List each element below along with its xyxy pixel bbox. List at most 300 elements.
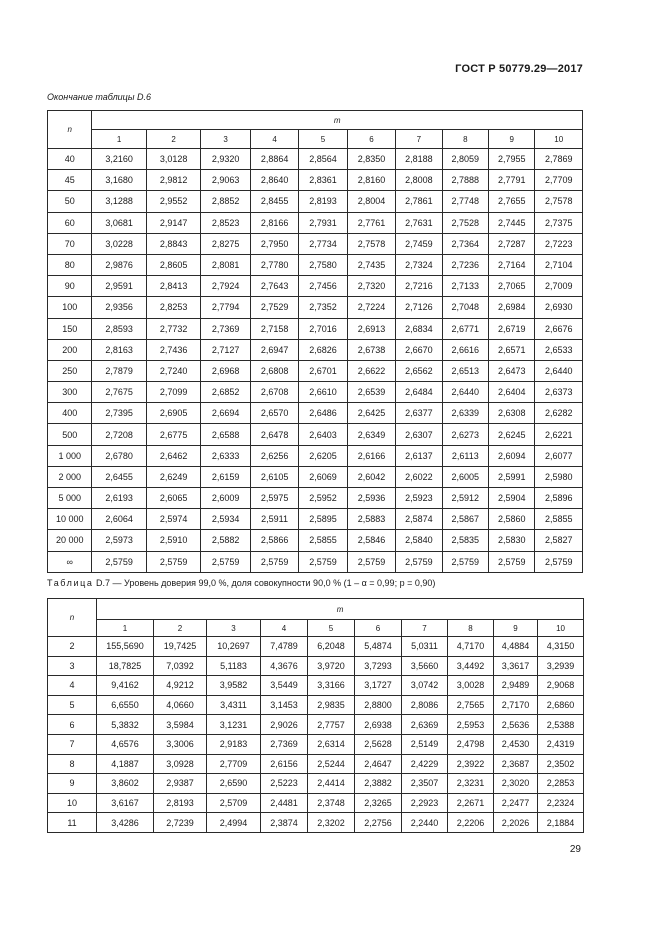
- value-cell: 2,6308: [489, 403, 535, 424]
- value-cell: 2,8455: [250, 191, 298, 212]
- value-cell: 2,5149: [402, 734, 448, 754]
- value-cell: 4,3676: [261, 656, 308, 676]
- value-cell: 2,5882: [201, 530, 250, 551]
- value-cell: 2,6571: [489, 339, 535, 360]
- value-cell: 2,8008: [396, 170, 442, 191]
- value-cell: 2,7324: [396, 254, 442, 275]
- column-header: 10: [535, 130, 583, 149]
- value-cell: 2,7287: [489, 233, 535, 254]
- document-code: ГОСТ Р 50779.29—2017: [455, 63, 583, 75]
- row-n-cell: ∞: [48, 551, 92, 572]
- value-cell: 2,5973: [92, 530, 147, 551]
- value-cell: 2,6486: [299, 403, 347, 424]
- value-cell: 2,5980: [535, 466, 583, 487]
- value-cell: 2,9183: [207, 734, 261, 754]
- value-cell: 2,7879: [92, 360, 147, 381]
- table-row: [48, 191, 583, 212]
- value-cell: 2,4994: [207, 813, 261, 833]
- value-cell: 2,5923: [396, 488, 442, 509]
- value-cell: 6,2048: [308, 637, 355, 657]
- value-cell: 2,8193: [299, 191, 347, 212]
- table-row: [48, 339, 583, 360]
- value-cell: 2,3687: [494, 754, 538, 774]
- m-header: m: [97, 599, 584, 620]
- value-cell: 10,2697: [207, 637, 261, 657]
- value-cell: 2,8605: [146, 254, 201, 275]
- value-cell: 2,6473: [489, 360, 535, 381]
- value-cell: 3,6167: [97, 793, 154, 813]
- value-cell: 2,7791: [489, 170, 535, 191]
- value-cell: 2,5830: [489, 530, 535, 551]
- value-cell: 2,8059: [442, 149, 488, 170]
- table-row: [48, 734, 584, 754]
- value-cell: 2,6719: [489, 318, 535, 339]
- value-cell: 2,4319: [538, 734, 584, 754]
- table-row: [48, 149, 583, 170]
- column-header: 4: [261, 620, 308, 637]
- value-cell: 2,9147: [146, 212, 201, 233]
- value-cell: 2,8166: [250, 212, 298, 233]
- table-row: [48, 509, 583, 530]
- value-cell: 2,8593: [92, 318, 147, 339]
- value-cell: 2,1884: [538, 813, 584, 833]
- value-cell: 2,5759: [146, 551, 201, 572]
- value-cell: 2,7127: [201, 339, 250, 360]
- value-cell: 2,4481: [261, 793, 308, 813]
- value-cell: 2,6440: [535, 360, 583, 381]
- value-cell: 2,7436: [146, 339, 201, 360]
- value-cell: 2,7208: [92, 424, 147, 445]
- row-n-cell: 2 000: [48, 466, 92, 487]
- value-cell: 3,1680: [92, 170, 147, 191]
- value-cell: 2,7375: [535, 212, 583, 233]
- value-cell: 2,7732: [146, 318, 201, 339]
- table-row: [48, 695, 584, 715]
- value-cell: 2,9835: [308, 695, 355, 715]
- value-cell: 2,5991: [489, 466, 535, 487]
- table-d7-caption-prefix: Таблица: [47, 578, 94, 588]
- row-n-cell: 400: [48, 403, 92, 424]
- value-cell: 2,7578: [347, 233, 395, 254]
- column-header: 5: [308, 620, 355, 637]
- value-cell: 2,8361: [299, 170, 347, 191]
- value-cell: 2,8523: [201, 212, 250, 233]
- column-header: 7: [396, 130, 442, 149]
- value-cell: 2,7170: [494, 695, 538, 715]
- value-cell: 5,0311: [402, 637, 448, 657]
- value-cell: 4,7170: [448, 637, 494, 657]
- value-cell: 2,6984: [489, 297, 535, 318]
- value-cell: 2,9591: [92, 276, 147, 297]
- value-cell: 2,8188: [396, 149, 442, 170]
- value-cell: 2,5874: [396, 509, 442, 530]
- table-row: [48, 297, 583, 318]
- value-cell: 2,3020: [494, 774, 538, 794]
- value-cell: 2,5911: [250, 509, 298, 530]
- value-cell: 2,7734: [299, 233, 347, 254]
- value-cell: 2,7950: [250, 233, 298, 254]
- value-cell: 5,3832: [97, 715, 154, 735]
- column-header: 1: [97, 620, 154, 637]
- value-cell: 3,9720: [308, 656, 355, 676]
- value-cell: 3,4286: [97, 813, 154, 833]
- value-cell: 2,6282: [535, 403, 583, 424]
- value-cell: 2,3874: [261, 813, 308, 833]
- value-cell: 2,7869: [535, 149, 583, 170]
- value-cell: 2,6166: [347, 445, 395, 466]
- column-header: 7: [402, 620, 448, 637]
- page-number: 29: [569, 844, 581, 855]
- value-cell: 3,0681: [92, 212, 147, 233]
- value-cell: 2,7126: [396, 297, 442, 318]
- table-row: [48, 403, 583, 424]
- value-cell: 2,9356: [92, 297, 147, 318]
- value-cell: 2,7709: [207, 754, 261, 774]
- value-cell: 2,6947: [250, 339, 298, 360]
- value-cell: 2,7761: [347, 212, 395, 233]
- table-row: [48, 212, 583, 233]
- n-header: n: [48, 111, 92, 149]
- row-n-cell: 60: [48, 212, 92, 233]
- value-cell: 3,3166: [308, 676, 355, 696]
- value-cell: 2,5912: [442, 488, 488, 509]
- value-cell: 2,8843: [146, 233, 201, 254]
- table-row: [48, 170, 583, 191]
- value-cell: 2,7104: [535, 254, 583, 275]
- value-cell: 2,7065: [489, 276, 535, 297]
- table-row: [48, 360, 583, 381]
- column-header: 2: [154, 620, 207, 637]
- value-cell: 2,3748: [308, 793, 355, 813]
- value-cell: 2,6462: [146, 445, 201, 466]
- value-cell: 2,5974: [146, 509, 201, 530]
- value-cell: 2,8275: [201, 233, 250, 254]
- value-cell: 2,5910: [146, 530, 201, 551]
- table-row: [48, 488, 583, 509]
- row-n-cell: 7: [48, 734, 97, 754]
- value-cell: 2,5759: [347, 551, 395, 572]
- value-cell: 3,0128: [146, 149, 201, 170]
- value-cell: 2,6249: [146, 466, 201, 487]
- value-cell: 2,8163: [92, 339, 147, 360]
- value-cell: 2,7224: [347, 297, 395, 318]
- table-d6-caption: Окончание таблицы D.6: [47, 92, 151, 102]
- value-cell: 2,5846: [347, 530, 395, 551]
- value-cell: 3,1727: [355, 676, 402, 696]
- value-cell: 2,6771: [442, 318, 488, 339]
- value-cell: 2,4229: [402, 754, 448, 774]
- table-row: [48, 382, 583, 403]
- value-cell: 2,6022: [396, 466, 442, 487]
- row-n-cell: 300: [48, 382, 92, 403]
- table-row: [48, 793, 584, 813]
- value-cell: 2,6425: [347, 403, 395, 424]
- value-cell: 2,6403: [299, 424, 347, 445]
- value-cell: 2,5896: [535, 488, 583, 509]
- value-cell: 7,4789: [261, 637, 308, 657]
- value-cell: 2,6064: [92, 509, 147, 530]
- row-n-cell: 2: [48, 637, 97, 657]
- row-n-cell: 50: [48, 191, 92, 212]
- column-header: 9: [489, 130, 535, 149]
- value-cell: 2,7099: [146, 382, 201, 403]
- row-n-cell: 8: [48, 754, 97, 774]
- row-n-cell: 11: [48, 813, 97, 833]
- value-cell: 2,8852: [201, 191, 250, 212]
- value-cell: 2,4798: [448, 734, 494, 754]
- value-cell: 2,6478: [250, 424, 298, 445]
- value-cell: 2,5883: [347, 509, 395, 530]
- value-cell: 2,8193: [154, 793, 207, 813]
- value-cell: 2,7223: [535, 233, 583, 254]
- value-cell: 2,6708: [250, 382, 298, 403]
- value-cell: 2,9812: [146, 170, 201, 191]
- value-cell: 2,3507: [402, 774, 448, 794]
- value-cell: 2,6533: [535, 339, 583, 360]
- value-cell: 2,6094: [489, 445, 535, 466]
- row-n-cell: 5 000: [48, 488, 92, 509]
- row-n-cell: 500: [48, 424, 92, 445]
- value-cell: 2,7435: [347, 254, 395, 275]
- value-cell: 2,5628: [355, 734, 402, 754]
- column-header: 8: [442, 130, 488, 149]
- value-cell: 2,2440: [402, 813, 448, 833]
- value-cell: 2,7888: [442, 170, 488, 191]
- value-cell: 2,8081: [201, 254, 250, 275]
- column-header: 9: [494, 620, 538, 637]
- value-cell: 2,2853: [538, 774, 584, 794]
- table-row: [48, 813, 584, 833]
- value-cell: 2,5840: [396, 530, 442, 551]
- value-cell: 2,7565: [448, 695, 494, 715]
- value-cell: 2,5835: [442, 530, 488, 551]
- value-cell: 2,9320: [201, 149, 250, 170]
- value-cell: 2,5953: [448, 715, 494, 735]
- value-cell: 3,1288: [92, 191, 147, 212]
- column-header: 6: [355, 620, 402, 637]
- value-cell: 2,6670: [396, 339, 442, 360]
- value-cell: 2,3202: [308, 813, 355, 833]
- value-cell: 2,7369: [261, 734, 308, 754]
- value-cell: 2,5855: [535, 509, 583, 530]
- value-cell: 2,5759: [250, 551, 298, 572]
- value-cell: 2,2206: [448, 813, 494, 833]
- value-cell: 2,6137: [396, 445, 442, 466]
- value-cell: 2,6562: [396, 360, 442, 381]
- value-cell: 2,8253: [146, 297, 201, 318]
- m-header: m: [92, 111, 583, 130]
- value-cell: 2,6616: [442, 339, 488, 360]
- row-n-cell: 20 000: [48, 530, 92, 551]
- column-header: 8: [448, 620, 494, 637]
- table-d7: [47, 598, 584, 833]
- value-cell: 2,6156: [261, 754, 308, 774]
- value-cell: 2,5759: [299, 551, 347, 572]
- value-cell: 2,5759: [535, 551, 583, 572]
- value-cell: 4,9212: [154, 676, 207, 696]
- value-cell: 2,7445: [489, 212, 535, 233]
- column-header: 3: [201, 130, 250, 149]
- value-cell: 3,0928: [154, 754, 207, 774]
- value-cell: 3,3006: [154, 734, 207, 754]
- value-cell: 3,5449: [261, 676, 308, 696]
- column-header: 1: [92, 130, 147, 149]
- table-row: [48, 424, 583, 445]
- value-cell: 4,1887: [97, 754, 154, 774]
- value-cell: 2,6484: [396, 382, 442, 403]
- value-cell: 2,6377: [396, 403, 442, 424]
- table-row: [48, 233, 583, 254]
- value-cell: 2,7643: [250, 276, 298, 297]
- value-cell: 2,8564: [299, 149, 347, 170]
- row-n-cell: 250: [48, 360, 92, 381]
- value-cell: 4,4884: [494, 637, 538, 657]
- value-cell: 6,6550: [97, 695, 154, 715]
- value-cell: 2,7924: [201, 276, 250, 297]
- table-row: [48, 754, 584, 774]
- value-cell: 3,1453: [261, 695, 308, 715]
- value-cell: 2,7048: [442, 297, 488, 318]
- value-cell: 2,9552: [146, 191, 201, 212]
- value-cell: 2,7631: [396, 212, 442, 233]
- value-cell: 2,6105: [250, 466, 298, 487]
- value-cell: 2,4530: [494, 734, 538, 754]
- column-header: 3: [207, 620, 261, 637]
- row-n-cell: 10 000: [48, 509, 92, 530]
- value-cell: 5,1183: [207, 656, 261, 676]
- value-cell: 3,0228: [92, 233, 147, 254]
- value-cell: 18,7825: [97, 656, 154, 676]
- value-cell: 2,5867: [442, 509, 488, 530]
- value-cell: 2,6245: [489, 424, 535, 445]
- value-cell: 2,7216: [396, 276, 442, 297]
- table-row: [48, 254, 583, 275]
- table-d6: [47, 110, 583, 573]
- value-cell: 9,4162: [97, 676, 154, 696]
- value-cell: 2,6938: [355, 715, 402, 735]
- value-cell: 2,9489: [494, 676, 538, 696]
- value-cell: 2,5904: [489, 488, 535, 509]
- value-cell: 2,6455: [92, 466, 147, 487]
- value-cell: 2,6826: [299, 339, 347, 360]
- value-cell: 2,2026: [494, 813, 538, 833]
- value-cell: 2,6005: [442, 466, 488, 487]
- value-cell: 2,6113: [442, 445, 488, 466]
- value-cell: 2,5759: [201, 551, 250, 572]
- value-cell: 2,8004: [347, 191, 395, 212]
- value-cell: 2,4414: [308, 774, 355, 794]
- value-cell: 2,7757: [308, 715, 355, 735]
- value-cell: 2,6314: [308, 734, 355, 754]
- value-cell: 2,6042: [347, 466, 395, 487]
- value-cell: 2,6440: [442, 382, 488, 403]
- row-n-cell: 9: [48, 774, 97, 794]
- row-n-cell: 6: [48, 715, 97, 735]
- value-cell: 2,5934: [201, 509, 250, 530]
- value-cell: 2,7655: [489, 191, 535, 212]
- row-n-cell: 90: [48, 276, 92, 297]
- value-cell: 5,4874: [355, 637, 402, 657]
- value-cell: 2,5827: [535, 530, 583, 551]
- value-cell: 2,7009: [535, 276, 583, 297]
- value-cell: 2,3231: [448, 774, 494, 794]
- value-cell: 2,6256: [250, 445, 298, 466]
- value-cell: 2,6808: [250, 360, 298, 381]
- value-cell: 2,7369: [201, 318, 250, 339]
- value-cell: 3,5984: [154, 715, 207, 735]
- row-n-cell: 200: [48, 339, 92, 360]
- column-header: 10: [538, 620, 584, 637]
- value-cell: 2,7456: [299, 276, 347, 297]
- value-cell: 2,6968: [201, 360, 250, 381]
- value-cell: 2,6077: [535, 445, 583, 466]
- value-cell: 2,7164: [489, 254, 535, 275]
- value-cell: 2,7955: [489, 149, 535, 170]
- value-cell: 2,6590: [207, 774, 261, 794]
- value-cell: 2,6069: [299, 466, 347, 487]
- value-cell: 2,6513: [442, 360, 488, 381]
- table-row: [48, 318, 583, 339]
- value-cell: 2,6913: [347, 318, 395, 339]
- value-cell: 2,9063: [201, 170, 250, 191]
- value-cell: 2,3882: [355, 774, 402, 794]
- value-cell: 3,0742: [402, 676, 448, 696]
- value-cell: 2,7578: [535, 191, 583, 212]
- value-cell: 2,7158: [250, 318, 298, 339]
- value-cell: 2,8413: [146, 276, 201, 297]
- value-cell: 2,6860: [538, 695, 584, 715]
- value-cell: 2,5709: [207, 793, 261, 813]
- value-cell: 2,7780: [250, 254, 298, 275]
- value-cell: 2,5975: [250, 488, 298, 509]
- value-cell: 2,6622: [347, 360, 395, 381]
- column-header: 2: [146, 130, 201, 149]
- value-cell: 2,6610: [299, 382, 347, 403]
- value-cell: 2,6701: [299, 360, 347, 381]
- table-row: [48, 676, 584, 696]
- value-cell: 2,5936: [347, 488, 395, 509]
- value-cell: 2,6738: [347, 339, 395, 360]
- value-cell: 2,7352: [299, 297, 347, 318]
- value-cell: 2,5759: [489, 551, 535, 572]
- value-cell: 2,7016: [299, 318, 347, 339]
- value-cell: 2,7861: [396, 191, 442, 212]
- table-row: [48, 656, 584, 676]
- value-cell: 2,7133: [442, 276, 488, 297]
- value-cell: 2,5759: [442, 551, 488, 572]
- value-cell: 2,2671: [448, 793, 494, 813]
- value-cell: 2,4647: [355, 754, 402, 774]
- value-cell: 2,6588: [201, 424, 250, 445]
- value-cell: 3,8602: [97, 774, 154, 794]
- row-n-cell: 1 000: [48, 445, 92, 466]
- row-n-cell: 45: [48, 170, 92, 191]
- value-cell: 2,5895: [299, 509, 347, 530]
- value-cell: 2,6694: [201, 403, 250, 424]
- value-cell: 2,9876: [92, 254, 147, 275]
- value-cell: 3,9582: [207, 676, 261, 696]
- value-cell: 4,3150: [538, 637, 584, 657]
- value-cell: 2,6780: [92, 445, 147, 466]
- value-cell: 2,6676: [535, 318, 583, 339]
- value-cell: 3,4311: [207, 695, 261, 715]
- value-cell: 19,7425: [154, 637, 207, 657]
- value-cell: 2,3265: [355, 793, 402, 813]
- value-cell: 2,5860: [489, 509, 535, 530]
- value-cell: 2,7675: [92, 382, 147, 403]
- value-cell: 2,6339: [442, 403, 488, 424]
- row-n-cell: 150: [48, 318, 92, 339]
